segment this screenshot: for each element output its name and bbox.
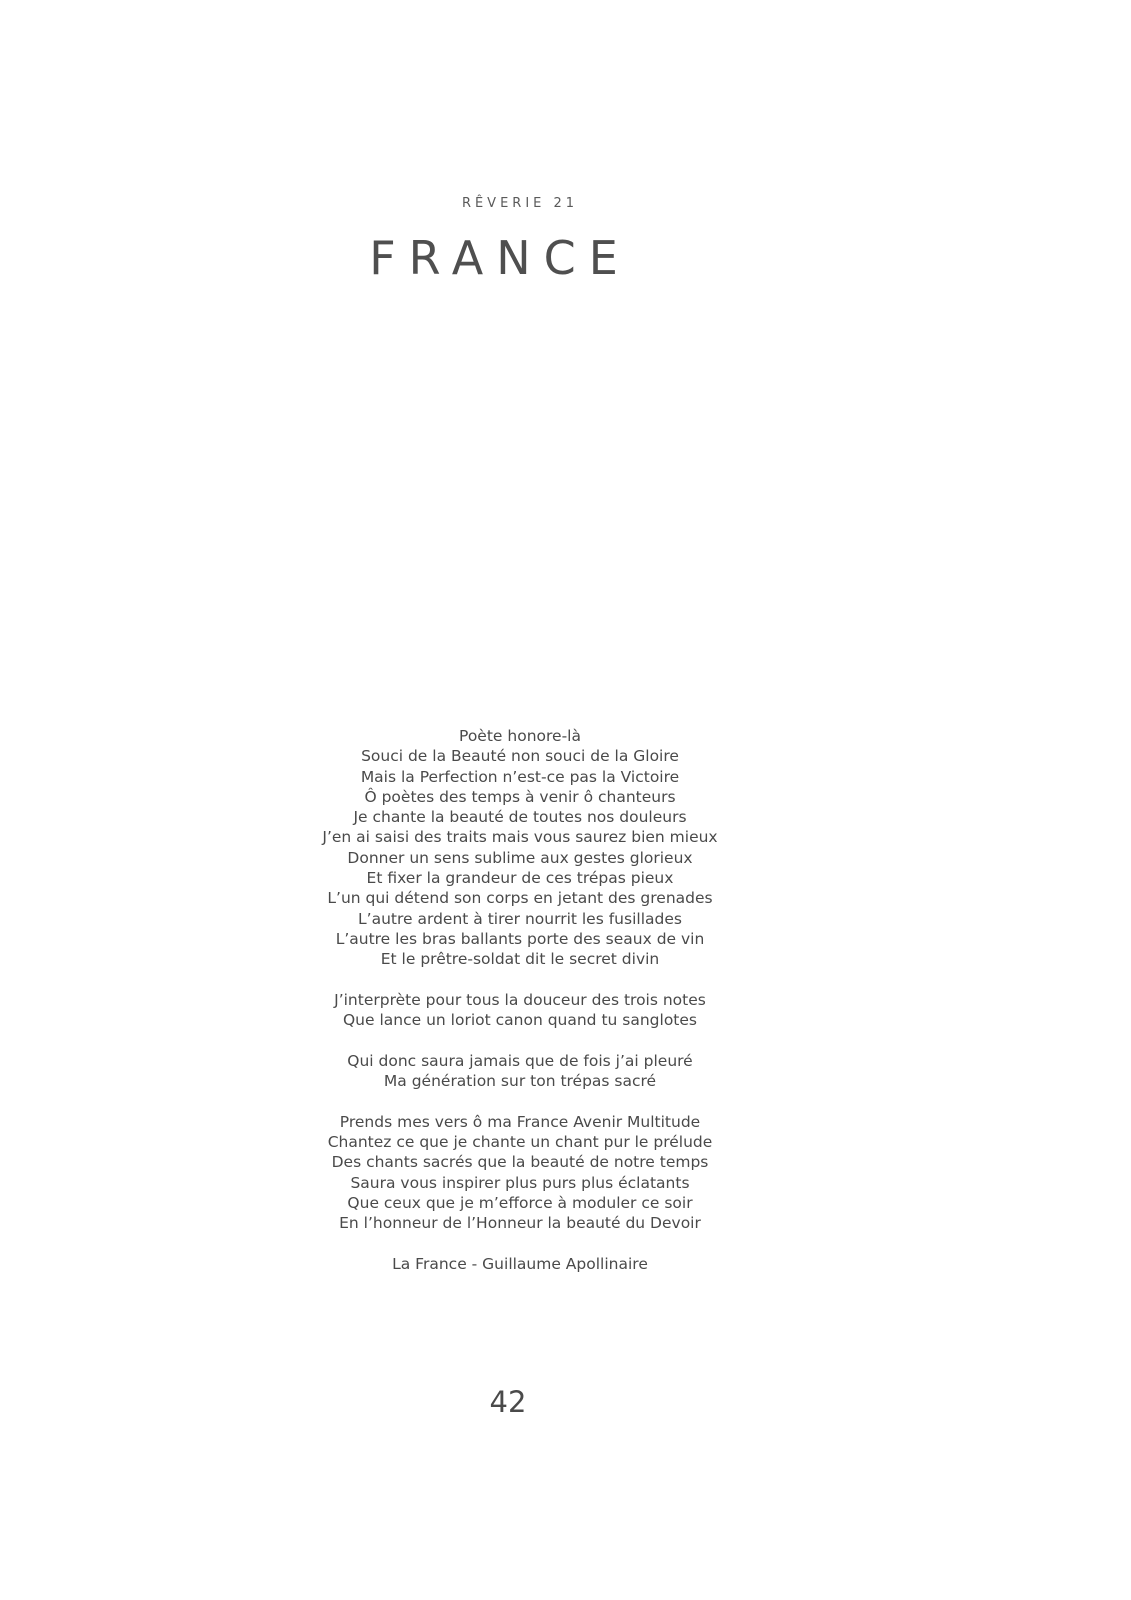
poem-line: En l’honneur de l’Honneur la beauté du Devoir xyxy=(339,1214,701,1233)
poem-attribution: La France - Guillaume Apollinaire xyxy=(392,1254,648,1273)
stanza-4 xyxy=(0,1112,1040,1234)
poem-line: Souci de la Beauté non souci de la Gloire xyxy=(361,747,679,766)
poem-line: Qui donc saura jamais que de fois j’ai pleuré xyxy=(347,1051,693,1070)
poem-line: L’un qui détend son corps en jetant des grenades xyxy=(327,889,713,908)
section-kicker: RÊVERIE 21 xyxy=(461,196,579,211)
poem-line: J’en ai saisi des traits mais vous saurez bien mieux xyxy=(322,828,718,847)
poem-line: J’interprète pour tous la douceur des trois notes xyxy=(334,990,706,1009)
stanza-1 xyxy=(0,726,1040,970)
poem-line: Et fixer la grandeur de ces trépas pieux xyxy=(366,869,674,888)
poem-line: Mais la Perfection n’est-ce pas la Victoire xyxy=(360,767,680,786)
poem-line: Ma génération sur ton trépas sacré xyxy=(383,1072,657,1091)
page-title: FRANCE xyxy=(369,231,631,285)
poem-line: Prends mes vers ô ma France Avenir Multitude xyxy=(339,1112,701,1131)
poem-line: Je chante la beauté de toutes nos douleurs xyxy=(353,808,687,827)
poem-line: L’autre ardent à tirer nourrit les fusillades xyxy=(358,909,682,928)
stanza-2 xyxy=(0,990,1040,1031)
poem-line: Chantez ce que je chante un chant pur le prélude xyxy=(327,1132,713,1151)
poem-line: Des chants sacrés que la beauté de notre temps xyxy=(331,1153,709,1172)
stanza-3 xyxy=(0,1051,1040,1092)
poem-line: Saura vous inspirer plus purs plus éclatants xyxy=(350,1173,690,1192)
poem-line: Donner un sens sublime aux gestes glorieux xyxy=(347,848,693,867)
page-number: 42 xyxy=(489,1385,527,1419)
poem-line: Poète honore-là xyxy=(459,727,581,745)
poem xyxy=(0,726,1040,1274)
poem-line: Que ceux que je m’efforce à moduler ce soir xyxy=(347,1193,693,1212)
poem-line: L’autre les bras ballants porte des seaux de vin xyxy=(335,929,705,948)
poem-line: Et le prêtre-soldat dit le secret divin xyxy=(380,950,660,969)
poem-line: Ô poètes des temps à venir ô chanteurs xyxy=(364,787,676,806)
poem-line: Que lance un loriot canon quand tu sanglotes xyxy=(342,1011,697,1030)
